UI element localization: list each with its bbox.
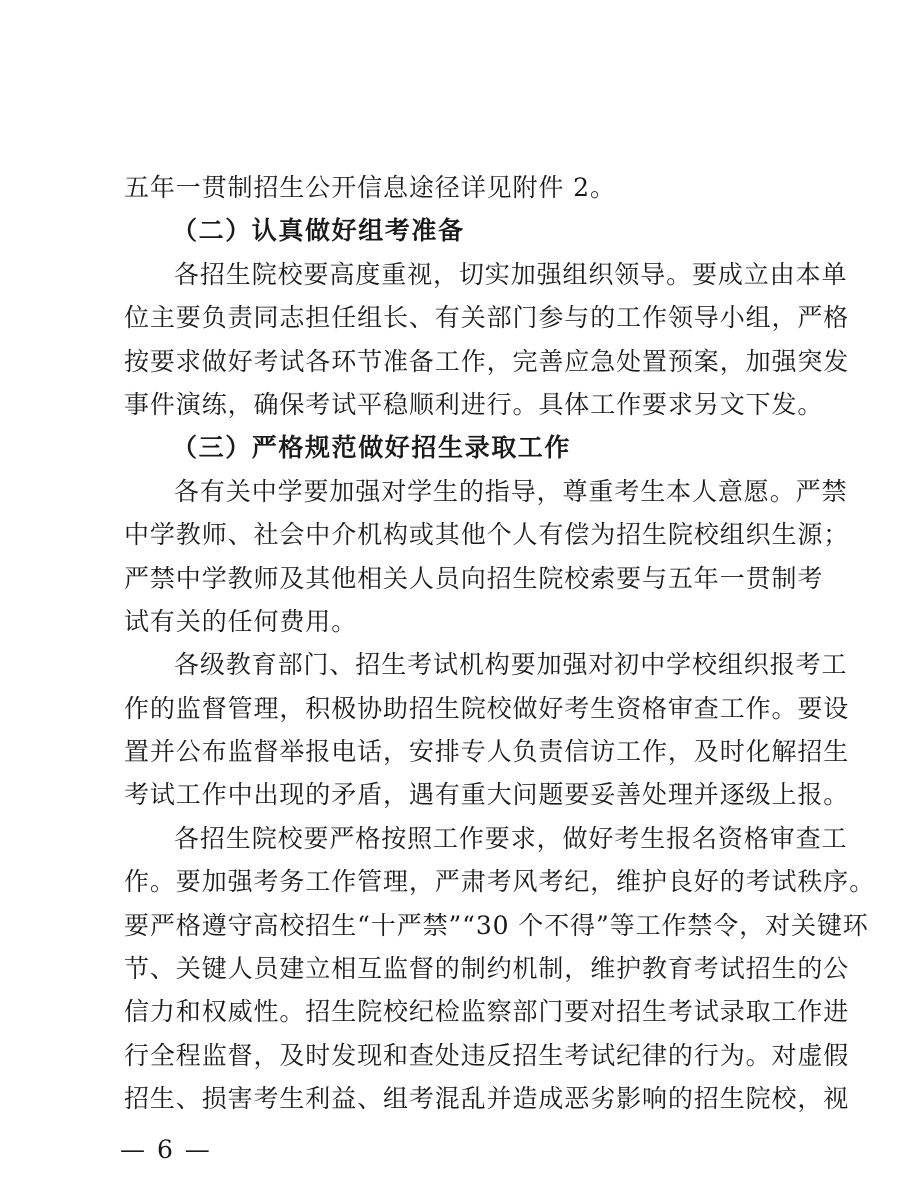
- text-line: 各有关中学要加强对学生的指导，尊重考生本人意愿。严禁: [174, 476, 848, 506]
- text-line: 作。要加强考务工作管理，严肃考风考纪，维护良好的考试秩序。: [124, 867, 876, 897]
- document-body: [124, 166, 876, 1121]
- text-line: 中学教师、社会中介机构或其他个人有偿为招生院校组织生源；: [124, 520, 850, 550]
- text-line: 作的监督管理，积极协助招生院校做好考生资格审查工作。要设: [124, 693, 850, 723]
- text-line: 考试工作中出现的矛盾，遇有重大问题要妥善处理并逐级上报。: [124, 780, 850, 810]
- text-line: 各级教育部门、招生考试机构要加强对初中学校组织报考工: [174, 650, 848, 680]
- text-line: 行全程监督，及时发现和查处违反招生考试纪律的行为。对虚假: [124, 1040, 850, 1070]
- text-line: 各招生院校要严格按照工作要求，做好考生报名资格审查工: [174, 823, 848, 853]
- text-line: 试有关的任何费用。: [124, 606, 358, 636]
- text-line: 事件演练，确保考试平稳顺利进行。具体工作要求另文下发。: [124, 389, 824, 419]
- text-line: 要严格遵守高校招生“十严禁”“30 个不得”等工作禁令，对关键环: [124, 910, 869, 940]
- text-line: 置并公布监督举报电话，安排专人负责信访工作，及时化解招生: [124, 737, 850, 767]
- text-line: 各招生院校要高度重视，切实加强组织领导。要成立由本单: [174, 259, 848, 289]
- text-line: 位主要负责同志担任组长、有关部门参与的工作领导小组，严格: [124, 303, 850, 333]
- text-line: 严禁中学教师及其他相关人员向招生院校索要与五年一贯制考: [124, 563, 824, 593]
- section-heading-2: （二）认真做好组考准备: [172, 216, 465, 246]
- section-heading-3: （三）严格规范做好招生录取工作: [172, 433, 572, 463]
- text-line: 按要求做好考试各环节准备工作，完善应急处置预案，加强突发: [124, 346, 850, 376]
- text-line: 五年一贯制招生公开信息途径详见附件 2。: [124, 173, 616, 202]
- page-number: — 6 —: [120, 1135, 212, 1164]
- text-line: 节、关键人员建立相互监督的制约机制，维护教育考试招生的公: [124, 954, 850, 984]
- text-line: 招生、损害考生利益、组考混乱并造成恶劣影响的招生院校，视: [124, 1084, 850, 1114]
- text-line: 信力和权威性。招生院校纪检监察部门要对招生考试录取工作进: [124, 997, 850, 1027]
